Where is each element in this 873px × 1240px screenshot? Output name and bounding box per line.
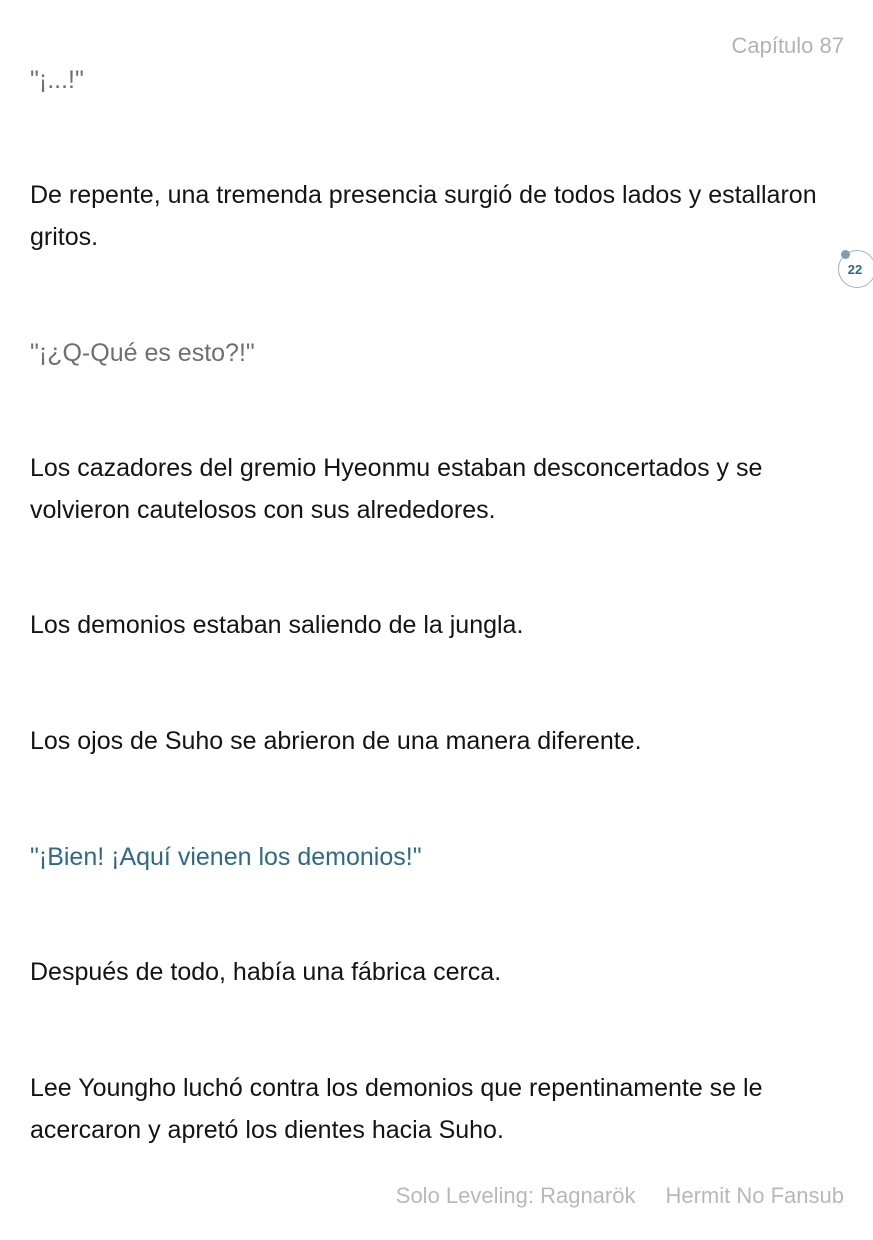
footer xyxy=(396,1183,844,1209)
translator-credit: Hermit No Fansub xyxy=(665,1183,844,1208)
chapter-header: Capítulo 87 xyxy=(731,33,844,58)
paragraph: Los demonios estaban saliendo de la jungla. xyxy=(30,611,524,639)
paragraph: Lee Youngho luchó contra los demonios que repentinamente se le acercaron y apretó los dientes hacia Suho. xyxy=(30,1074,763,1144)
page-number-badge[interactable] xyxy=(838,250,873,288)
paragraph: "¡¿Q-Qué es esto?!" xyxy=(30,339,255,367)
paragraph: Después de todo, había una fábrica cerca. xyxy=(30,958,502,986)
paragraph: "¡Bien! ¡Aquí vienen los demonios!" xyxy=(30,843,422,871)
bookmark-dot-icon xyxy=(841,250,850,259)
paragraph: "¡...!" xyxy=(30,66,84,94)
paragraph: De repente, una tremenda presencia surgió de todos lados y estallaron gritos. xyxy=(30,181,817,251)
paragraph: Los cazadores del gremio Hyeonmu estaban desconcertados y se volvieron cautelosos con sus alrededores. xyxy=(30,454,763,524)
book-title: Solo Leveling: Ragnarök xyxy=(395,1183,636,1208)
paragraph: Los ojos de Suho se abrieron de una manera diferente. xyxy=(30,727,642,755)
page-number: 22 xyxy=(847,262,863,277)
